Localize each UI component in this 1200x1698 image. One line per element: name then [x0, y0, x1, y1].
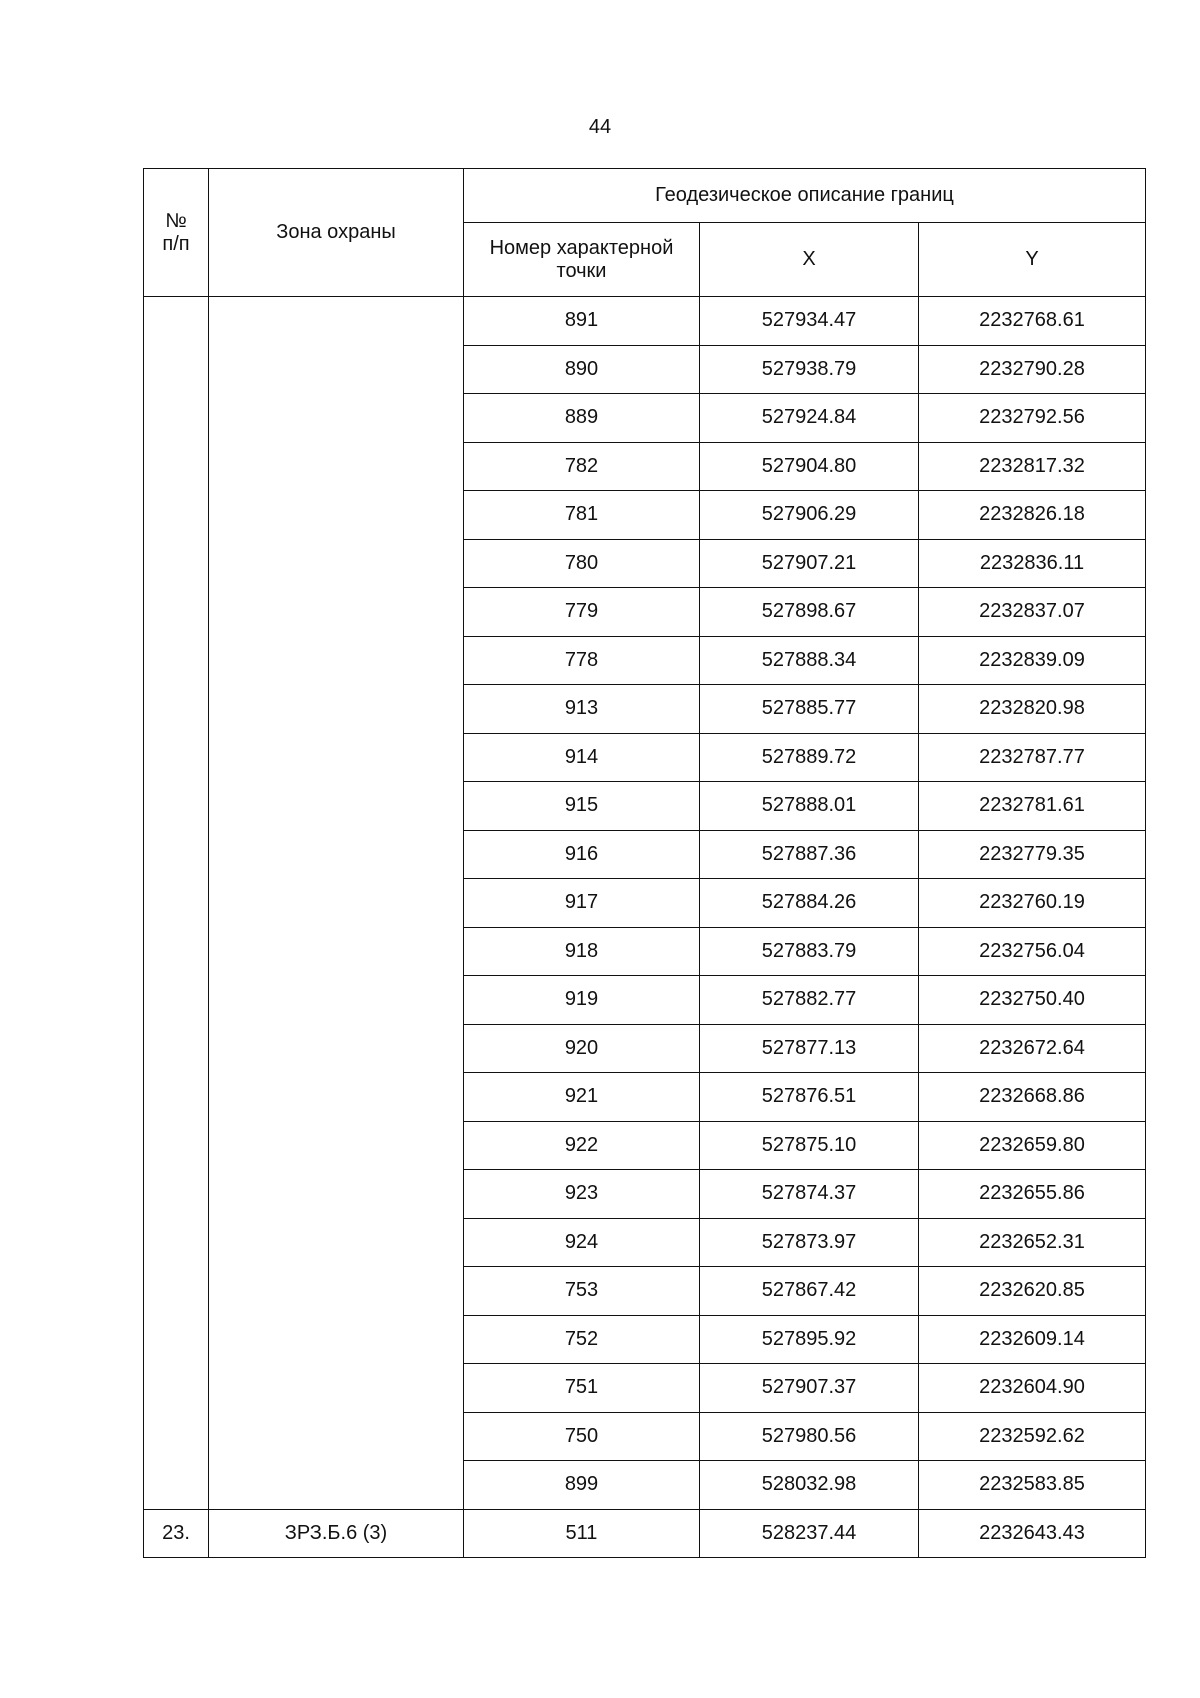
x-coordinate-cell: 527980.56 [700, 1412, 919, 1461]
point-number-cell: 916 [464, 830, 700, 879]
y-coordinate-cell: 2232836.11 [919, 539, 1146, 588]
x-coordinate-cell: 527924.84 [700, 394, 919, 443]
x-coordinate-cell: 527938.79 [700, 345, 919, 394]
y-coordinate-cell: 2232750.40 [919, 976, 1146, 1025]
point-number-cell: 913 [464, 685, 700, 734]
x-coordinate-cell: 527867.42 [700, 1267, 919, 1316]
point-number-cell: 753 [464, 1267, 700, 1316]
point-number-cell: 924 [464, 1218, 700, 1267]
x-coordinate-cell: 527889.72 [700, 733, 919, 782]
x-coordinate-cell: 527907.37 [700, 1364, 919, 1413]
point-number-cell: 750 [464, 1412, 700, 1461]
x-coordinate-cell: 527888.34 [700, 636, 919, 685]
x-coordinate-cell: 527895.92 [700, 1315, 919, 1364]
y-coordinate-cell: 2232779.35 [919, 830, 1146, 879]
y-coordinate-cell: 2232655.86 [919, 1170, 1146, 1219]
x-coordinate-cell: 527874.37 [700, 1170, 919, 1219]
y-coordinate-cell: 2232760.19 [919, 879, 1146, 928]
y-coordinate-cell: 2232820.98 [919, 685, 1146, 734]
y-coordinate-cell: 2232787.77 [919, 733, 1146, 782]
point-number-cell: 921 [464, 1073, 700, 1122]
x-coordinate-cell: 527875.10 [700, 1121, 919, 1170]
table-body [144, 297, 1146, 1558]
point-number-cell: 923 [464, 1170, 700, 1219]
point-number-cell: 922 [464, 1121, 700, 1170]
boundary-coordinates-table [143, 168, 1146, 1558]
row-num-cell: 23. [144, 1509, 209, 1558]
page-number: 44 [588, 116, 612, 138]
x-coordinate-cell: 527888.01 [700, 782, 919, 831]
header-x: X [700, 223, 919, 297]
y-coordinate-cell: 2232604.90 [919, 1364, 1146, 1413]
x-coordinate-cell: 527877.13 [700, 1024, 919, 1073]
header-zone: Зона охраны [209, 169, 464, 297]
table-row [144, 297, 1146, 346]
x-coordinate-cell: 527898.67 [700, 588, 919, 637]
point-number-cell: 778 [464, 636, 700, 685]
y-coordinate-cell: 2232826.18 [919, 491, 1146, 540]
point-number-cell: 780 [464, 539, 700, 588]
x-coordinate-cell: 527907.21 [700, 539, 919, 588]
y-coordinate-cell: 2232652.31 [919, 1218, 1146, 1267]
x-coordinate-cell: 527883.79 [700, 927, 919, 976]
point-number-cell: 779 [464, 588, 700, 637]
point-number-cell: 782 [464, 442, 700, 491]
x-coordinate-cell: 527906.29 [700, 491, 919, 540]
header-point-number: Номер характерной точки [464, 223, 700, 297]
point-number-cell: 889 [464, 394, 700, 443]
header-num: № п/п [144, 169, 209, 297]
y-coordinate-cell: 2232668.86 [919, 1073, 1146, 1122]
x-coordinate-cell: 527887.36 [700, 830, 919, 879]
y-coordinate-cell: 2232620.85 [919, 1267, 1146, 1316]
x-coordinate-cell: 527882.77 [700, 976, 919, 1025]
point-number-cell: 751 [464, 1364, 700, 1413]
x-coordinate-cell: 528237.44 [700, 1509, 919, 1558]
row-zone-cell [209, 297, 464, 1510]
y-coordinate-cell: 2232768.61 [919, 297, 1146, 346]
point-number-cell: 891 [464, 297, 700, 346]
x-coordinate-cell: 528032.98 [700, 1461, 919, 1510]
table-header [144, 169, 1146, 297]
row-zone-cell: ЗРЗ.Б.6 (3) [209, 1509, 464, 1558]
y-coordinate-cell: 2232583.85 [919, 1461, 1146, 1510]
x-coordinate-cell: 527873.97 [700, 1218, 919, 1267]
point-number-cell: 914 [464, 733, 700, 782]
y-coordinate-cell: 2232839.09 [919, 636, 1146, 685]
point-number-cell: 918 [464, 927, 700, 976]
x-coordinate-cell: 527884.26 [700, 879, 919, 928]
y-coordinate-cell: 2232592.62 [919, 1412, 1146, 1461]
y-coordinate-cell: 2232837.07 [919, 588, 1146, 637]
x-coordinate-cell: 527885.77 [700, 685, 919, 734]
y-coordinate-cell: 2232790.28 [919, 345, 1146, 394]
point-number-cell: 752 [464, 1315, 700, 1364]
point-number-cell: 511 [464, 1509, 700, 1558]
point-number-cell: 920 [464, 1024, 700, 1073]
point-number-cell: 781 [464, 491, 700, 540]
x-coordinate-cell: 527876.51 [700, 1073, 919, 1122]
point-number-cell: 890 [464, 345, 700, 394]
point-number-cell: 899 [464, 1461, 700, 1510]
y-coordinate-cell: 2232781.61 [919, 782, 1146, 831]
y-coordinate-cell: 2232672.64 [919, 1024, 1146, 1073]
y-coordinate-cell: 2232643.43 [919, 1509, 1146, 1558]
y-coordinate-cell: 2232756.04 [919, 927, 1146, 976]
y-coordinate-cell: 2232609.14 [919, 1315, 1146, 1364]
y-coordinate-cell: 2232659.80 [919, 1121, 1146, 1170]
point-number-cell: 917 [464, 879, 700, 928]
table-row [144, 1509, 1146, 1558]
y-coordinate-cell: 2232792.56 [919, 394, 1146, 443]
x-coordinate-cell: 527904.80 [700, 442, 919, 491]
y-coordinate-cell: 2232817.32 [919, 442, 1146, 491]
point-number-cell: 915 [464, 782, 700, 831]
row-num-cell [144, 297, 209, 1510]
header-y: Y [919, 223, 1146, 297]
x-coordinate-cell: 527934.47 [700, 297, 919, 346]
point-number-cell: 919 [464, 976, 700, 1025]
header-geodesic-description: Геодезическое описание границ [464, 169, 1146, 223]
